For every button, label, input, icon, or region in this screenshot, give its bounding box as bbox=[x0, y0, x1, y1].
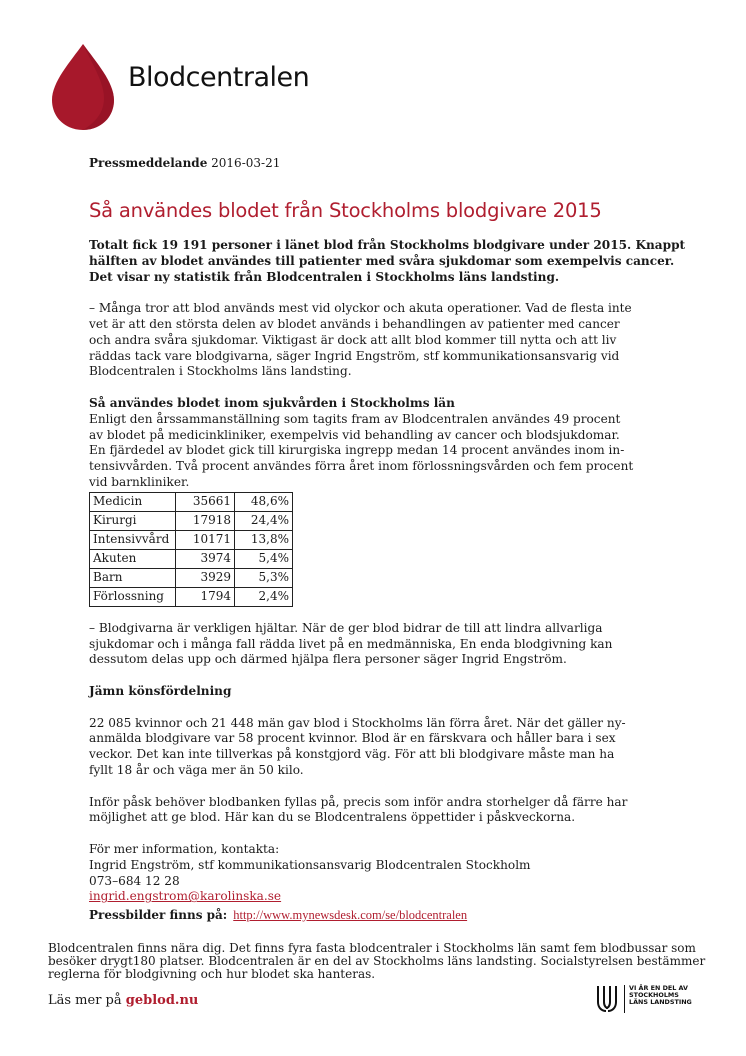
dateline bbox=[89, 156, 280, 170]
table-cell-count: 3929 bbox=[176, 568, 235, 587]
table-cell-category: Medicin bbox=[90, 492, 176, 511]
contact-phone: 073–684 12 28 bbox=[89, 873, 180, 888]
press-images bbox=[89, 908, 467, 923]
table-cell-count: 17918 bbox=[176, 511, 235, 530]
text-line: En fjärdedel av blodet gick till kirurgiska ingrepp medan 14 procent användes inom in- bbox=[89, 443, 625, 458]
sll-line: LÄNS LANDSTING bbox=[629, 998, 692, 1007]
section-body bbox=[89, 716, 629, 779]
press-images-label: Pressbilder finns på: bbox=[89, 908, 228, 922]
read-more bbox=[48, 993, 198, 1008]
table-cell-count: 35661 bbox=[176, 492, 235, 511]
table-cell-count: 1794 bbox=[176, 587, 235, 606]
sll-logo bbox=[592, 984, 702, 1014]
text-line: av blodet på medicinkliniker, exempelvis vid behandling av cancer och blodsjukdomar. bbox=[89, 427, 620, 442]
text-line: tensivvården. Två procent användes förra året inom förlossningsvården och fem procent bbox=[89, 459, 634, 474]
text-line: möjlighet att ge blod. Här kan du se Blodcentralens öppettider i påskveckorna. bbox=[89, 810, 576, 825]
text-line: sjukdomar och i många fall rädda livet på en medmänniska, En enda blodgivning kan bbox=[89, 636, 613, 651]
lead-line: Det visar ny statistik från Blodcentralen i Stockholms läns landsting. bbox=[89, 269, 560, 284]
table-cell-category: Kirurgi bbox=[90, 511, 176, 530]
contact-email-link[interactable]: ingrid.engstrom@karolinska.se bbox=[89, 889, 282, 904]
text-line: Inför påsk behöver blodbanken fyllas på, precis som inför andra storhelger då färre har bbox=[89, 794, 628, 809]
lead-line: Totalt fick 19 191 personer i länet blod från Stockholms blodgivare under 2015. Knappt bbox=[89, 238, 686, 252]
quote-paragraph-1 bbox=[89, 301, 632, 380]
brand-name: Blodcentralen bbox=[128, 62, 310, 93]
blodcentralen-logo bbox=[48, 42, 328, 132]
sll-emblem-icon bbox=[592, 984, 622, 1014]
footer-line: besöker drygt180 platser. Blodcentralen är en del av Stockholms läns landsting. Socialstyrelsen bestämmer bbox=[48, 953, 706, 968]
table-cell-category: Akuten bbox=[90, 549, 176, 568]
text-line: och andra svåra sjukdomar. Viktigast är dock att allt blod kommer till nytta och att liv bbox=[89, 332, 617, 347]
table-row bbox=[90, 511, 293, 530]
table-cell-percent: 2,4% bbox=[235, 587, 293, 606]
table-cell-percent: 13,8% bbox=[235, 530, 293, 549]
table-row bbox=[90, 568, 293, 587]
table-row bbox=[90, 549, 293, 568]
contact-block bbox=[89, 842, 629, 905]
table-cell-percent: 5,3% bbox=[235, 568, 293, 587]
table-cell-percent: 5,4% bbox=[235, 549, 293, 568]
text-line: Enligt den årssammanställning som tagits fram av Blodcentralen användes 49 procent bbox=[89, 411, 621, 426]
table-row bbox=[90, 492, 293, 511]
text-line: 22 085 kvinnor och 21 448 män gav blod i Stockholms län förra året. När det gäller ny- bbox=[89, 715, 626, 730]
table-row bbox=[90, 530, 293, 549]
table-cell-category: Intensivvård bbox=[90, 530, 176, 549]
text-line: – Blodgivarna är verkligen hjältar. När de ger blod bidrar de till att lindra allvarliga bbox=[89, 620, 603, 635]
section-heading: Jämn könsfördelning bbox=[89, 683, 232, 698]
section-body bbox=[89, 411, 634, 491]
table-cell-category: Förlossning bbox=[90, 587, 176, 606]
text-line: vet är att den största delen av blodet används i behandlingen av patienter med cancer bbox=[89, 316, 620, 331]
footer-line: reglerna för blodgivning och hur blodet ska hanteras. bbox=[48, 966, 376, 981]
text-line: anmälda blodgivare var 58 procent kvinnor. Blod är en färskvara och håller bara i sex bbox=[89, 731, 616, 746]
table-row bbox=[90, 587, 293, 606]
read-more-prefix: Läs mer på bbox=[48, 993, 122, 1008]
text-line: – Många tror att blod används mest vid olyckor och akuta operationer. Vad de flesta inte bbox=[89, 301, 632, 316]
footer-text bbox=[48, 942, 708, 980]
sll-line: VI ÄR EN DEL AV bbox=[629, 984, 689, 992]
text-line: Blodcentralen i Stockholms läns landsting. bbox=[89, 364, 352, 379]
text-line: veckor. Det kan inte tillverkas på konstgjord väg. För att bli blodgivare måste man ha bbox=[89, 747, 615, 762]
table-cell-count: 3974 bbox=[176, 549, 235, 568]
read-more-site-link[interactable]: geblod.nu bbox=[125, 993, 199, 1008]
lead-paragraph bbox=[89, 238, 686, 285]
sll-divider bbox=[624, 985, 625, 1013]
table-cell-percent: 24,4% bbox=[235, 511, 293, 530]
text-line: räddas tack vare blodgivarna, säger Ingrid Engström, stf kommunikationsansvarig vid bbox=[89, 348, 620, 363]
text-line: dessutom delas upp och därmed hjälpa flera personer säger Ingrid Engström. bbox=[89, 652, 567, 667]
sll-line: STOCKHOLMS bbox=[629, 991, 679, 1000]
text-line: fyllt 18 år och väga mer än 50 kilo. bbox=[89, 762, 304, 777]
contact-intro: För mer information, kontakta: bbox=[89, 841, 280, 856]
page-title: Så användes blodet från Stockholms blodgivare 2015 bbox=[89, 199, 602, 222]
lead-line: hälften av blodet användes till patienter med svåra sjukdomar som exempelvis cancer. bbox=[89, 253, 675, 268]
blood-usage-table bbox=[89, 492, 293, 607]
text-line: vid barnkliniker. bbox=[89, 474, 190, 489]
press-release-body bbox=[89, 238, 686, 905]
table-cell-percent: 48,6% bbox=[235, 492, 293, 511]
easter-paragraph bbox=[89, 795, 629, 827]
blood-drop-icon bbox=[48, 42, 118, 132]
section-heading: Så användes blodet inom sjukvården i Stockholms län bbox=[89, 395, 455, 410]
table-cell-category: Barn bbox=[90, 568, 176, 587]
dateline-label: Pressmeddelande bbox=[89, 156, 208, 170]
dateline-date: 2016-03-21 bbox=[211, 156, 281, 170]
quote-paragraph-2 bbox=[89, 621, 629, 668]
footer-line: Blodcentralen finns nära dig. Det finns fyra fasta blodcentraler i Stockholms län samt fem blodbussar som bbox=[48, 941, 696, 955]
press-images-link[interactable]: http://www.mynewsdesk.com/se/blodcentralen bbox=[233, 908, 468, 922]
sll-text bbox=[629, 985, 692, 1007]
table-cell-count: 10171 bbox=[176, 530, 235, 549]
contact-name: Ingrid Engström, stf kommunikationsansvarig Blodcentralen Stockholm bbox=[89, 857, 531, 872]
